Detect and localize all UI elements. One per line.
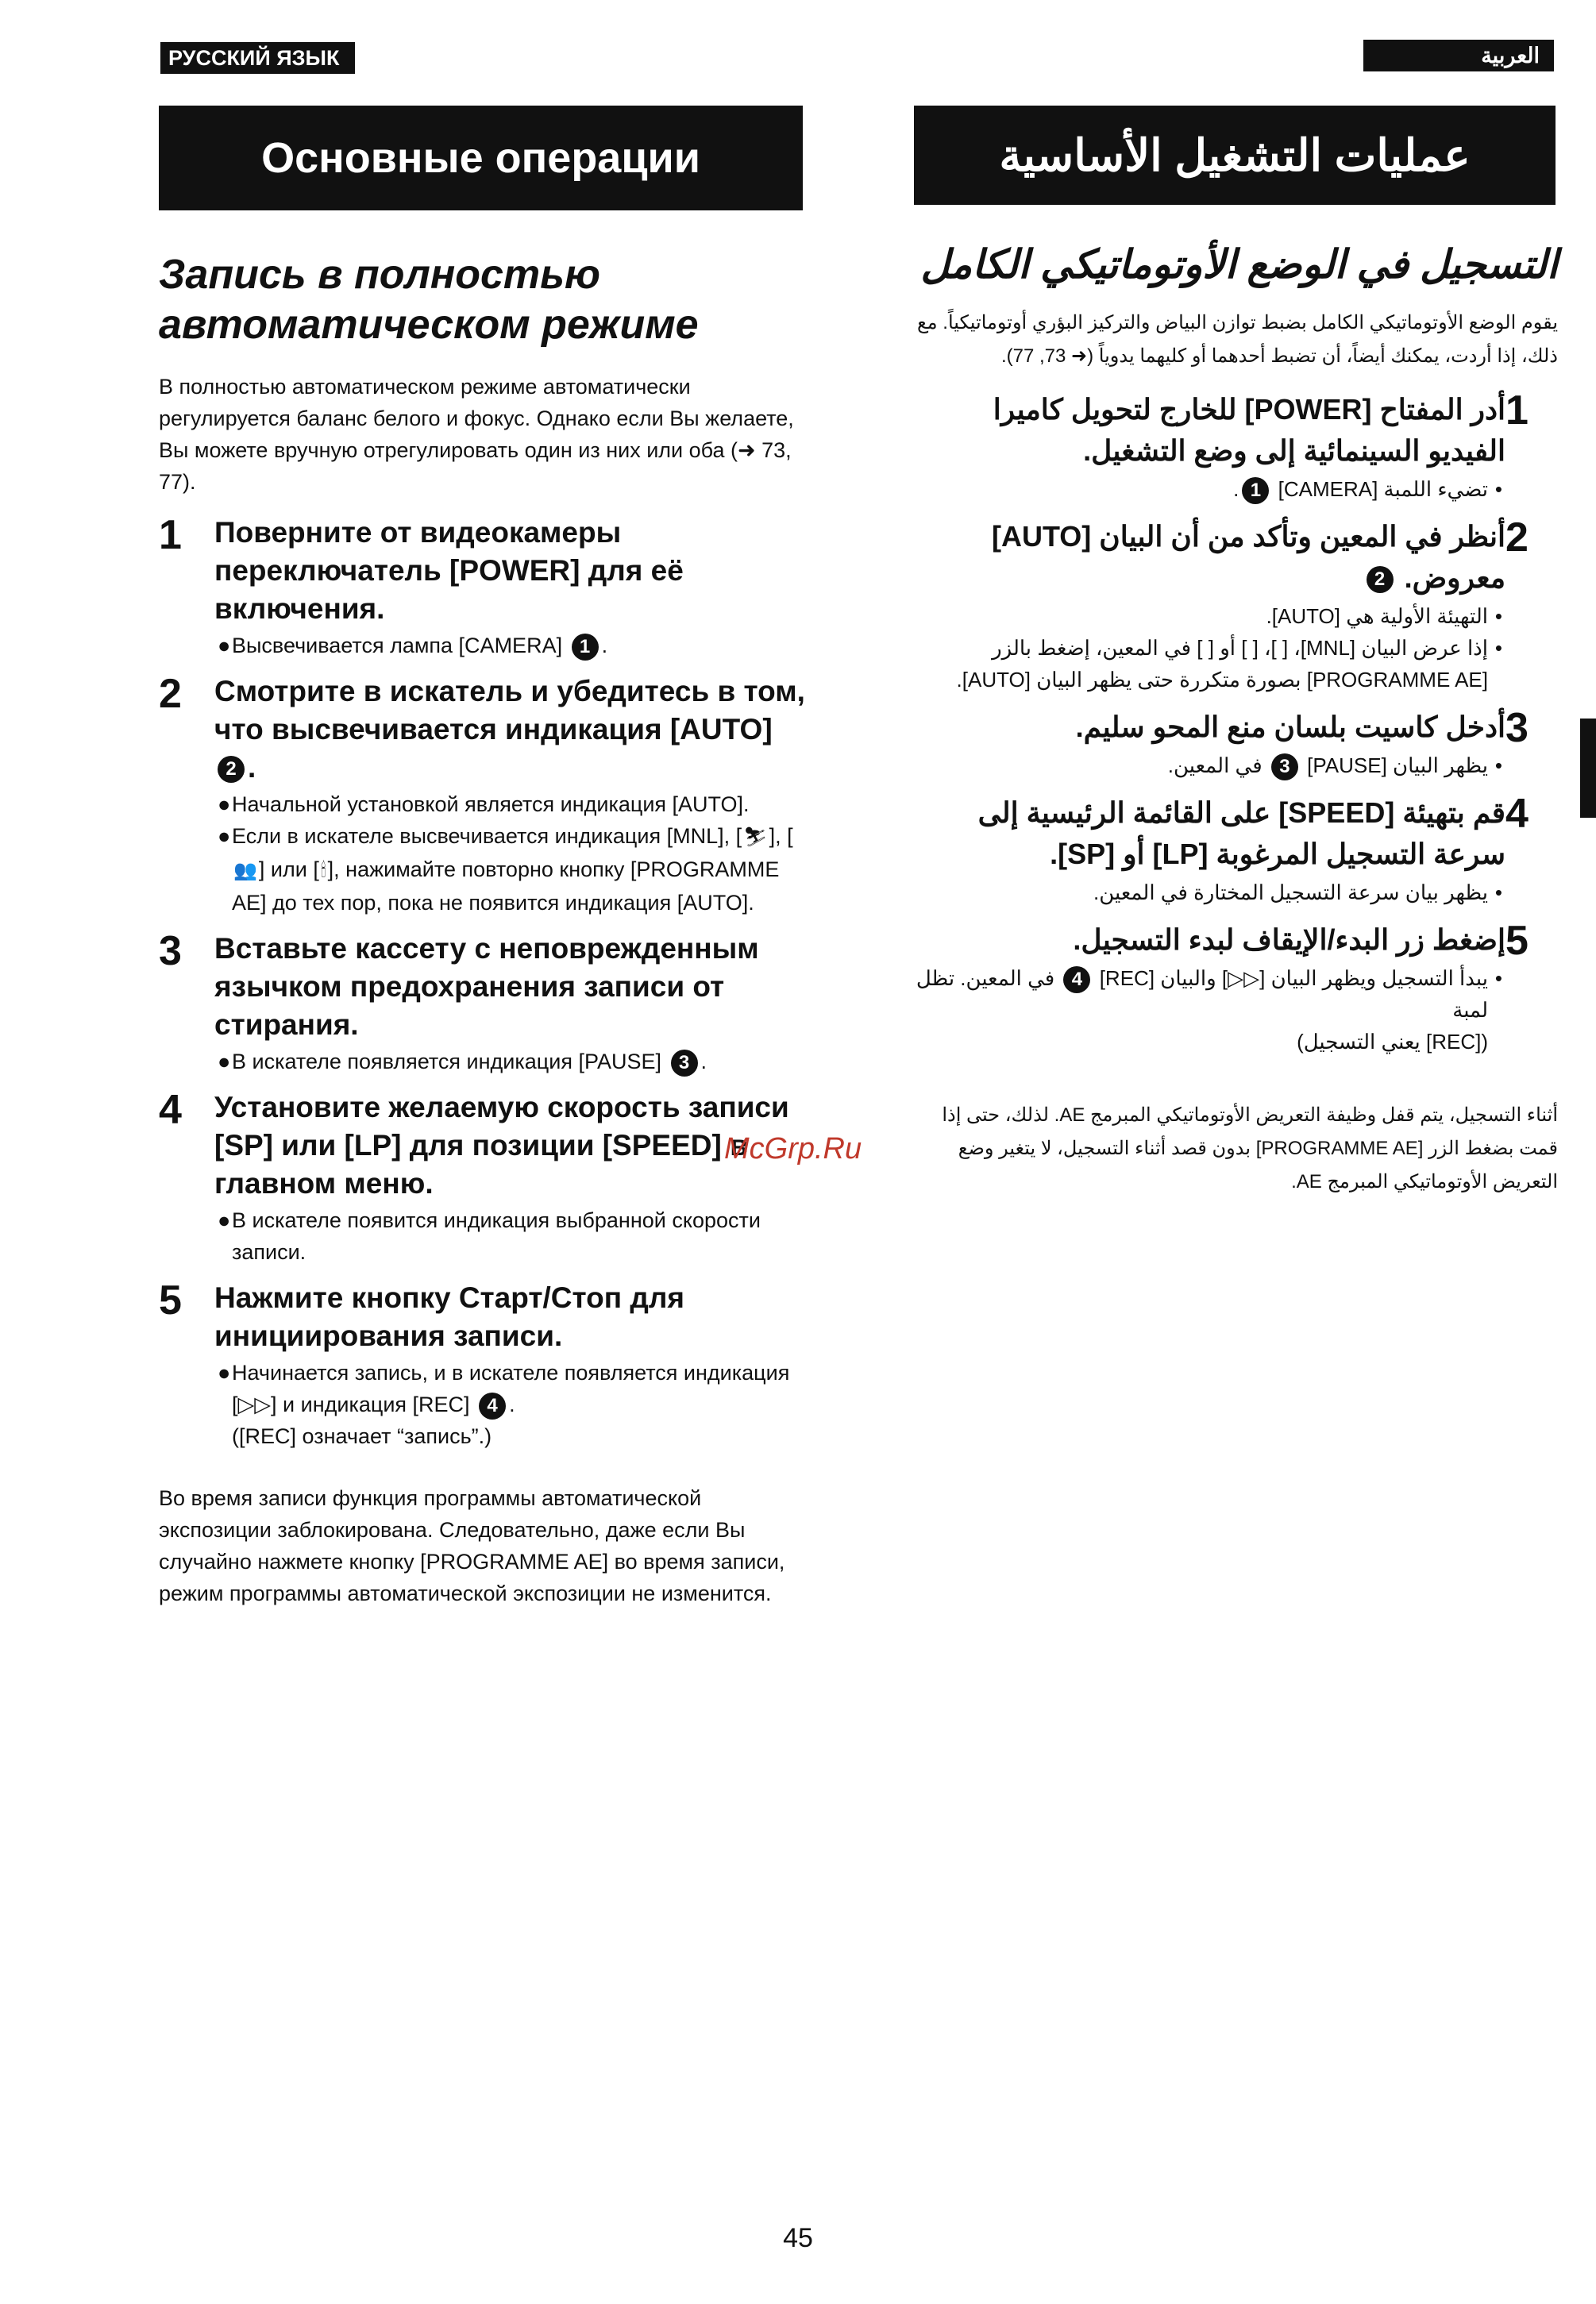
step-note: ([REC] يعني التسجيل) bbox=[1297, 1030, 1488, 1054]
step-number: 1 bbox=[159, 512, 182, 558]
step-note: •يبدأ التسجيل ويظهر البيان [▷▷] والبيان [REC] 4 في المعين. تظل لمبة bbox=[916, 966, 1502, 1022]
step-number: 3 bbox=[1505, 705, 1529, 751]
step-3 bbox=[913, 707, 1558, 781]
section-title: التسجيل في الوضع الأوتوماتيكي الكامل bbox=[920, 242, 1558, 287]
language-tab-arabic: العربية bbox=[1363, 40, 1554, 71]
step-title: Смотрите в искатель и убедитесь в том, что высвечивается индикация [AUTO] 2 . bbox=[214, 675, 805, 784]
step-title: Нажмите кнопку Старт/Стоп для инициирования записи. bbox=[214, 1281, 684, 1352]
callout-marker: 1 bbox=[572, 634, 599, 661]
portrait-mode-icon: 👥 bbox=[233, 860, 257, 881]
step-1 bbox=[913, 389, 1558, 505]
callout-marker: 2 bbox=[218, 756, 245, 783]
step-5 bbox=[913, 919, 1558, 1058]
step-4 bbox=[913, 792, 1558, 908]
closing-paragraph: Во время записи функция программы автоматической экспозиции заблокирована. Следовательно, даже если Вы случайно нажмете кнопку [PROGRAMME AE] во время записи, режим программы автоматической экспозиции не изменится. bbox=[159, 1486, 785, 1605]
callout-marker: 2 bbox=[1367, 566, 1394, 593]
step-number: 1 bbox=[1505, 387, 1529, 433]
callout-marker: 3 bbox=[1271, 753, 1298, 780]
arabic-column bbox=[913, 238, 1558, 1199]
banner-title-russian: Основные операции bbox=[159, 106, 803, 210]
language-tab-russian: РУССКИЙ ЯЗЫК bbox=[160, 42, 355, 74]
step-note: •يظهر بيان سرعة التسجيل المختارة في المعين. bbox=[1093, 880, 1502, 904]
banner-title-arabic: عمليات التشغيل الأساسية bbox=[914, 106, 1556, 205]
step-number: 4 bbox=[159, 1087, 182, 1133]
step-5 bbox=[159, 1279, 810, 1452]
step-number: 4 bbox=[1505, 791, 1529, 837]
step-title: Вставьте кассету с неповрежденным язычком предохранения записи от стирания. bbox=[214, 932, 759, 1041]
step-note: ([REC] означает “запись”.) bbox=[232, 1424, 492, 1448]
step-number: 5 bbox=[159, 1277, 182, 1323]
watermark: McGrp.Ru bbox=[724, 1132, 862, 1165]
russian-column bbox=[159, 250, 810, 1609]
step-note: ●Начальной установкой является индикация [AUTO]. bbox=[218, 792, 750, 816]
step-title: أدر المفتاح [POWER] للخارج لتحويل كاميرا الفيديو السينمائية إلى وضع التشغيل. bbox=[993, 393, 1505, 467]
step-note: ●В искателе появляется индикация [PAUSE] 3 . bbox=[214, 1046, 810, 1077]
callout-marker: 1 bbox=[1242, 477, 1269, 504]
step-2 bbox=[159, 672, 810, 919]
callout-marker: 4 bbox=[479, 1393, 506, 1420]
step-title: أدخل كاسيت بلسان منع المحو سليم. bbox=[1075, 711, 1505, 743]
step-note: •إذا عرض البيان [MNL]، [ ]، [ ] أو [ ] في المعين، إضغط بالزر [PROGRAMME AE] بصورة متكررة حتى يظهر البيان [AUTO]. bbox=[956, 636, 1502, 692]
spotlight-mode-icon: 🕯 bbox=[320, 860, 326, 881]
step-title: أنظر في المعين وتأكد من أن البيان [AUTO] معروض. 2 bbox=[991, 520, 1505, 594]
step-3 bbox=[159, 930, 810, 1077]
step-4 bbox=[159, 1088, 810, 1268]
callout-marker: 4 bbox=[1063, 966, 1090, 993]
page-number: 45 bbox=[783, 2223, 813, 2253]
step-note: ●Начинается запись, и в искателе появляется индикация [▷▷] и индикация [REC] 4 . bbox=[214, 1357, 810, 1420]
step-title: Установите желаемую скорость записи [SP] или [LP] для позиции [SPEED] в главном меню. bbox=[214, 1091, 789, 1200]
intro-paragraph: В полностью автоматическом режиме автоматически регулируется баланс белого и фокус. Однако если Вы желаете, Вы можете вручную отрегулировать один из них или оба (➜ 73, 77). bbox=[159, 375, 794, 494]
step-number: 2 bbox=[159, 671, 182, 717]
step-title: إضغط زر البدء/الإيقاف لبدء التسجيل. bbox=[1073, 923, 1505, 956]
side-index-tab bbox=[1580, 719, 1596, 818]
step-title: قم بتهيئة [SPEED] على القائمة الرئيسية إلى سرعة التسجيل المرغوبة [LP] أو [SP]. bbox=[977, 796, 1505, 870]
backlight-mode-icon: ⛷ bbox=[743, 826, 768, 848]
step-2 bbox=[913, 516, 1558, 695]
closing-paragraph: أثناء التسجيل، يتم قفل وظيفة التعريض الأوتوماتيكي المبرمج AE. لذلك، حتى إذا قمت بضغط الزر [PROGRAMME AE] بدون قصد أثناء التسجيل، لا يتغير وضع التعريض الأوتوماتيكي المبرمج AE. bbox=[942, 1104, 1558, 1192]
step-number: 3 bbox=[159, 928, 182, 974]
step-title: Поверните от видеокамеры переключатель [POWER] для её включения. bbox=[214, 516, 684, 625]
step-1 bbox=[159, 514, 810, 661]
step-note: •التهيئة الأولية هي [AUTO]. bbox=[1266, 604, 1502, 628]
step-number: 2 bbox=[1505, 514, 1529, 561]
step-note: ●Высвечивается лампа [CAMERA] 1 . bbox=[214, 630, 810, 661]
intro-paragraph: يقوم الوضع الأوتوماتيكي الكامل بضبط توازن البياض والتركيز البؤري أوتوماتيكياً. مع ذلك، إذا أردت، يمكنك أيضاً، أن تضبط أحدهما أو كليهما يدوياً (➜ 73, 77). bbox=[917, 312, 1558, 367]
step-note: ●Если в искателе высвечивается индикация [MNL], [⛷], [👥] или [🕯], нажимайте повторно кнопку [PROGRAMME AE] до тех пор, пока не появится индикация [AUTO]. bbox=[214, 820, 810, 919]
step-note: •تضيء اللمبة [CAMERA] 1. bbox=[913, 473, 1505, 505]
section-title: Запись в полностью автоматическом режиме bbox=[159, 252, 699, 348]
step-note: •يظهر البيان [PAUSE] 3 في المعين. bbox=[913, 749, 1505, 781]
step-note: ●В искателе появится индикация выбранной скорости записи. bbox=[218, 1208, 761, 1264]
callout-marker: 3 bbox=[671, 1050, 698, 1077]
step-number: 5 bbox=[1505, 918, 1529, 964]
